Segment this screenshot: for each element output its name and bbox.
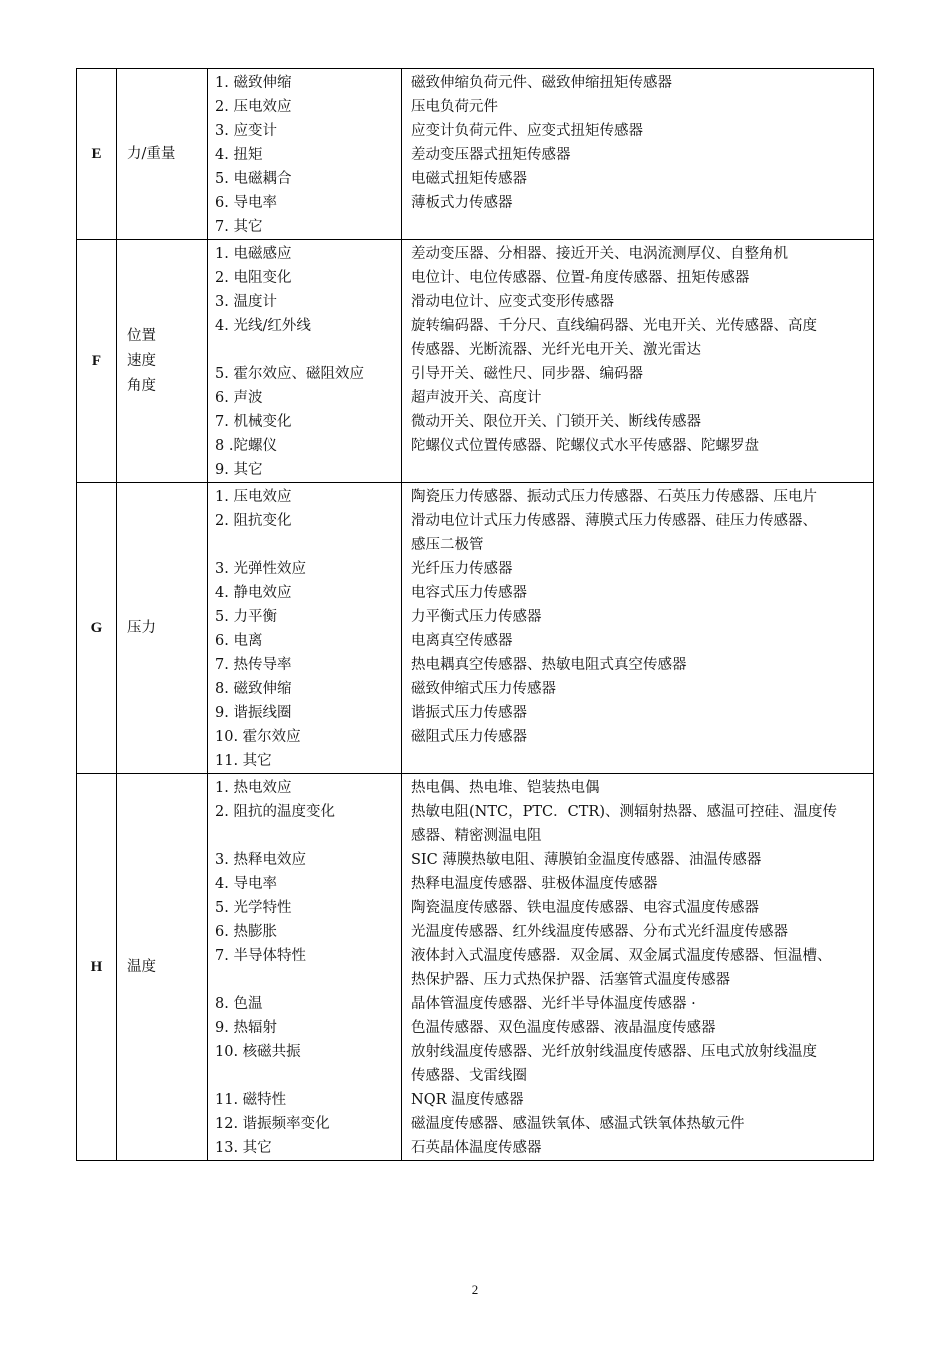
devices-cell [402,483,874,774]
device-line: 陀螺仪式位置传感器、陀螺仪式水平传感器、陀螺罗盘 [411,438,759,454]
device-line: 微动开关、限位开关、门锁开关、断线传感器 [411,414,701,430]
device-line: 旋转编码器、千分尺、直线编码器、光电开关、光传感器、高度 [411,318,817,334]
principle-item: 6. 热膨胀 [215,924,277,940]
section-code: E [77,69,117,240]
device-line: 电容式压力传感器 [411,585,527,601]
category-label: 角度 [127,377,156,394]
device-line: 液体封入式温度传感器．双金属、双金属式温度传感器、恒温槽、 [411,948,832,964]
principle-item: 9. 其它 [215,462,263,478]
principle-item: 4. 光线/红外线 [215,318,311,334]
principle-item: 6. 电离 [215,633,263,649]
table-row-h [77,774,874,1161]
device-line: 光纤压力传感器 [411,561,513,577]
device-line: 色温传感器、双色温度传感器、液晶温度传感器 [411,1020,716,1036]
device-line: 磁致伸缩负荷元件、磁致伸缩扭矩传感器 [411,75,672,91]
device-line: 陶瓷压力传感器、振动式压力传感器、石英压力传感器、压电片 [411,489,817,505]
devices-cell [402,240,874,483]
sensor-classification-table [76,68,874,1161]
principle-item: 9. 谐振线圈 [215,705,292,721]
device-line: 滑动电位计、应变式变形传感器 [411,294,614,310]
principle-item: 1. 磁致伸缩 [215,75,292,91]
principle-item: 11. 磁特性 [215,1092,287,1108]
category-label: 温度 [127,958,156,975]
principle-item: 7. 机械变化 [215,414,292,430]
category-cell [117,69,208,240]
principle-item: 3. 热释电效应 [215,852,306,868]
principle-item: 5. 力平衡 [215,609,277,625]
category-cell [117,483,208,774]
device-line: 引导开关、磁性尺、同步器、编码器 [411,366,643,382]
principle-item: 3. 应变计 [215,123,277,139]
device-line: 热电耦真空传感器、热敏电阻式真空传感器 [411,657,687,673]
device-line: 磁温度传感器、感温铁氧体、感温式铁氧体热敏元件 [411,1116,745,1132]
principles-cell [208,774,402,1161]
device-line: SIC 薄膜热敏电阻、薄膜铂金温度传感器、油温传感器 [411,852,762,868]
principle-item: 4. 静电效应 [215,585,292,601]
device-line: 陶瓷温度传感器、铁电温度传感器、电容式温度传感器 [411,900,759,916]
device-line: 电离真空传感器 [411,633,513,649]
device-line: 放射线温度传感器、光纤放射线温度传感器、压电式放射线温度 [411,1044,817,1060]
principle-item: 7. 半导体特性 [215,948,306,964]
principle-item: 12. 谐振频率变化 [215,1116,330,1132]
table-body [77,69,874,1161]
principle-item: 10. 核磁共振 [215,1044,301,1060]
principle-item: 8. 色温 [215,996,263,1012]
principle-item: 1. 电磁感应 [215,246,292,262]
principle-item [215,338,397,362]
principle-item: 2. 阻抗变化 [215,513,292,529]
device-line: 滑动电位计式压力传感器、薄膜式压力传感器、硅压力传感器、 [411,513,817,529]
principle-item: 5. 电磁耦合 [215,171,292,187]
device-line [411,215,869,239]
device-line: 电位计、电位传感器、位置-角度传感器、扭矩传感器 [411,270,750,286]
device-line: 传感器、戈雷线圈 [411,1068,527,1084]
principle-item: 2. 压电效应 [215,99,292,115]
device-line: 差动变压器、分相器、接近开关、电涡流测厚仪、自整角机 [411,246,788,262]
devices-cell [402,69,874,240]
principle-item: 6. 导电率 [215,195,277,211]
principle-item: 4. 导电率 [215,876,277,892]
principle-item: 4. 扭矩 [215,147,263,163]
principle-item: 1. 压电效应 [215,489,292,505]
principle-item: 2. 电阻变化 [215,270,292,286]
device-line: 差动变压器式扭矩传感器 [411,147,571,163]
device-line: 热释电温度传感器、驻极体温度传感器 [411,876,658,892]
principle-item: 1. 热电效应 [215,780,292,796]
principle-item: 8. 磁致伸缩 [215,681,292,697]
device-line: 应变计负荷元件、应变式扭矩传感器 [411,123,643,139]
principle-item [215,533,397,557]
principle-item: 6. 声波 [215,390,263,406]
principle-item: 7. 热传导率 [215,657,292,673]
device-line: 光温度传感器、红外线温度传感器、分布式光纤温度传感器 [411,924,788,940]
device-line: 电磁式扭矩传感器 [411,171,527,187]
principle-item: 8 .陀螺仪 [215,438,277,454]
device-line: 石英晶体温度传感器 [411,1140,542,1156]
principle-item: 5. 霍尔效应、磁阻效应 [215,366,364,382]
section-code: H [77,774,117,1161]
principles-cell [208,240,402,483]
principle-item: 5. 光学特性 [215,900,292,916]
device-line: 磁阻式压力传感器 [411,729,527,745]
table-row-f [77,240,874,483]
device-line: 晶体管温度传感器、光纤半导体温度传感器 · [411,996,696,1012]
device-line: 力平衡式压力传感器 [411,609,542,625]
device-line: 热电偶、热电堆、铠装热电偶 [411,780,600,796]
category-cell [117,240,208,483]
principle-item: 7. 其它 [215,219,263,235]
principle-item: 2. 阻抗的温度变化 [215,804,335,820]
table-row-g [77,483,874,774]
principles-cell [208,69,402,240]
device-line: 超声波开关、高度计 [411,390,542,406]
device-line [411,458,869,482]
principle-item: 9. 热辐射 [215,1020,277,1036]
principle-item: 10. 霍尔效应 [215,729,301,745]
principle-item: 11. 其它 [215,753,272,769]
principle-item: 3. 光弹性效应 [215,561,306,577]
principle-item [215,824,397,848]
device-line: NQR 温度传感器 [411,1092,524,1108]
principles-cell [208,483,402,774]
principle-item [215,968,397,992]
device-line: 谐振式压力传感器 [411,705,527,721]
device-line: 热敏电阻(NTC，PTC．CTR)、测辐射热器、感温可控硅、温度传 [411,804,837,820]
device-line: 热保护器、压力式热保护器、活塞管式温度传感器 [411,972,730,988]
device-line: 感器、精密测温电阻 [411,828,542,844]
section-code: F [77,240,117,483]
category-cell [117,774,208,1161]
device-line [411,749,869,773]
principle-item [215,1064,397,1088]
device-line: 磁致伸缩式压力传感器 [411,681,556,697]
device-line: 薄板式力传感器 [411,195,513,211]
device-line: 感压二极管 [411,537,484,553]
page-number: 2 [471,1282,479,1297]
device-line: 传感器、光断流器、光纤光电开关、激光雷达 [411,342,701,358]
category-label: 位置 [127,327,156,344]
category-label: 力/重量 [127,145,176,162]
principle-item: 13. 其它 [215,1140,272,1156]
principle-item: 3. 温度计 [215,294,277,310]
device-line: 压电负荷元件 [411,99,498,115]
devices-cell [402,774,874,1161]
category-label: 压力 [127,619,156,636]
table-row-e [77,69,874,240]
section-code: G [77,483,117,774]
category-label: 速度 [127,352,156,369]
